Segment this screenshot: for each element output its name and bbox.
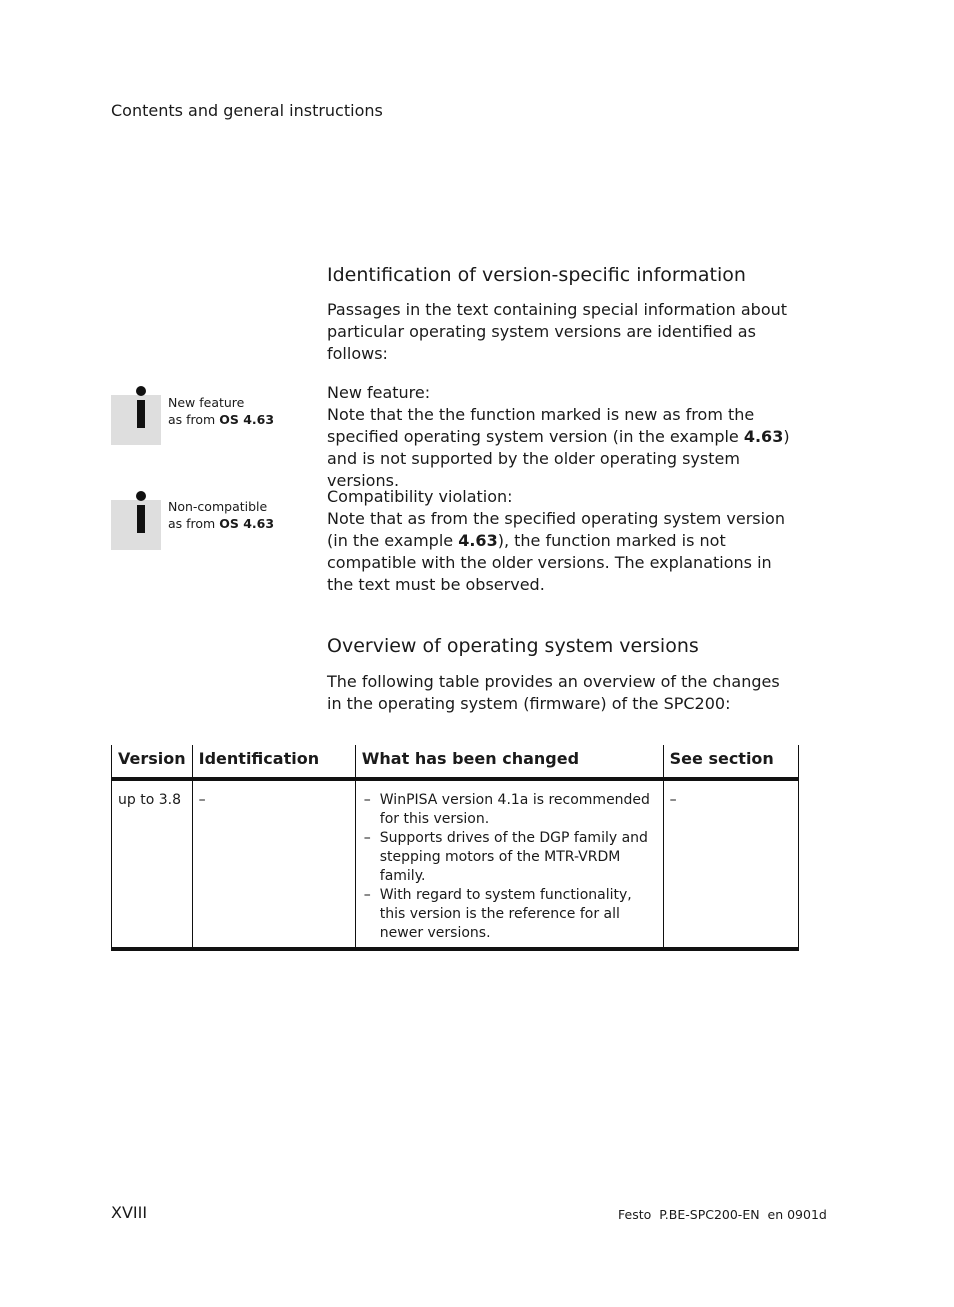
- table-row: [112, 779, 799, 949]
- bullet-dash: –: [363, 887, 371, 903]
- caption-prefix: as from: [168, 516, 220, 531]
- new-feature-text: [327, 404, 797, 492]
- header-see-section: See section: [663, 745, 798, 779]
- header-what-changed: What has been changed: [355, 745, 663, 779]
- info-icon-bar: [137, 400, 145, 428]
- new-feature-title: New feature:: [327, 383, 431, 402]
- non-compatible-caption-line2: [168, 515, 274, 532]
- bullet-dash: –: [363, 830, 371, 846]
- info-icon-bar: [137, 505, 145, 533]
- caption-version: OS 4.63: [219, 412, 275, 427]
- info-icon-non-compatible: [111, 500, 161, 550]
- bullet-dash: –: [363, 792, 371, 808]
- new-feature-caption-line2: [168, 411, 274, 428]
- non-compatible-caption: [168, 498, 274, 532]
- change-text: Supports drives of the DGP family and stepping motors of the MTR-VRDM family.: [379, 830, 648, 884]
- section-heading-version-identification: Identification of version-specific information: [327, 264, 746, 286]
- cell-identification: –: [192, 779, 355, 949]
- changes-list: [362, 791, 657, 943]
- page-number: XVIII: [111, 1203, 148, 1222]
- text-part: Note that as from the specified operating system version (in the example: [327, 509, 785, 550]
- new-feature-caption-line1: New feature: [168, 395, 245, 410]
- new-feature-description: [327, 382, 797, 492]
- non-compatible-title: Compatibility violation:: [327, 487, 513, 506]
- text-version-bold: 4.63: [458, 531, 498, 550]
- list-item: [362, 886, 657, 943]
- cell-version: up to 3.8: [112, 779, 193, 949]
- non-compatible-description: [327, 486, 797, 596]
- text-part: ), the function marked is not compatible with the older versions. The explanations in the text must be observed.: [327, 531, 772, 594]
- cell-see-section: –: [663, 779, 798, 949]
- section-heading-os-overview: Overview of operating system versions: [327, 635, 699, 657]
- new-feature-caption: [168, 394, 274, 428]
- header-version: Version: [112, 745, 193, 779]
- info-icon-new-feature: [111, 395, 161, 445]
- table-header-row: [112, 745, 799, 779]
- non-compatible-caption-line1: Non-compatible: [168, 499, 268, 514]
- overview-intro-paragraph: The following table provides an overview of the changes in the operating system (firmware) of the SPC200:: [327, 672, 780, 713]
- caption-version: OS 4.63: [219, 516, 275, 531]
- text-part: ) and is not supported by the older operating system versions.: [327, 427, 790, 490]
- change-text: With regard to system functionality, this version is the reference for all newer versions.: [379, 887, 632, 941]
- header-identification: Identification: [192, 745, 355, 779]
- list-item: [362, 829, 657, 886]
- running-header: Contents and general instructions: [111, 101, 383, 120]
- text-version-bold: 4.63: [743, 427, 784, 446]
- info-icon-dot: [136, 491, 146, 501]
- section-intro-paragraph: Passages in the text containing special information about particular operating system versions are identified as follows:: [327, 300, 788, 363]
- list-item: [362, 791, 657, 829]
- text-part: Note that the the function marked is new as from the specified operating system version (in the example: [327, 405, 755, 446]
- cell-changes: [355, 779, 663, 949]
- os-versions-table: [111, 745, 799, 951]
- document-info: Festo P.BE-SPC200-EN en 0901d: [618, 1207, 827, 1222]
- non-compatible-text: [327, 508, 797, 596]
- change-text: WinPISA version 4.1a is recommended for this version.: [379, 792, 650, 827]
- info-icon-dot: [136, 386, 146, 396]
- caption-prefix: as from: [168, 412, 220, 427]
